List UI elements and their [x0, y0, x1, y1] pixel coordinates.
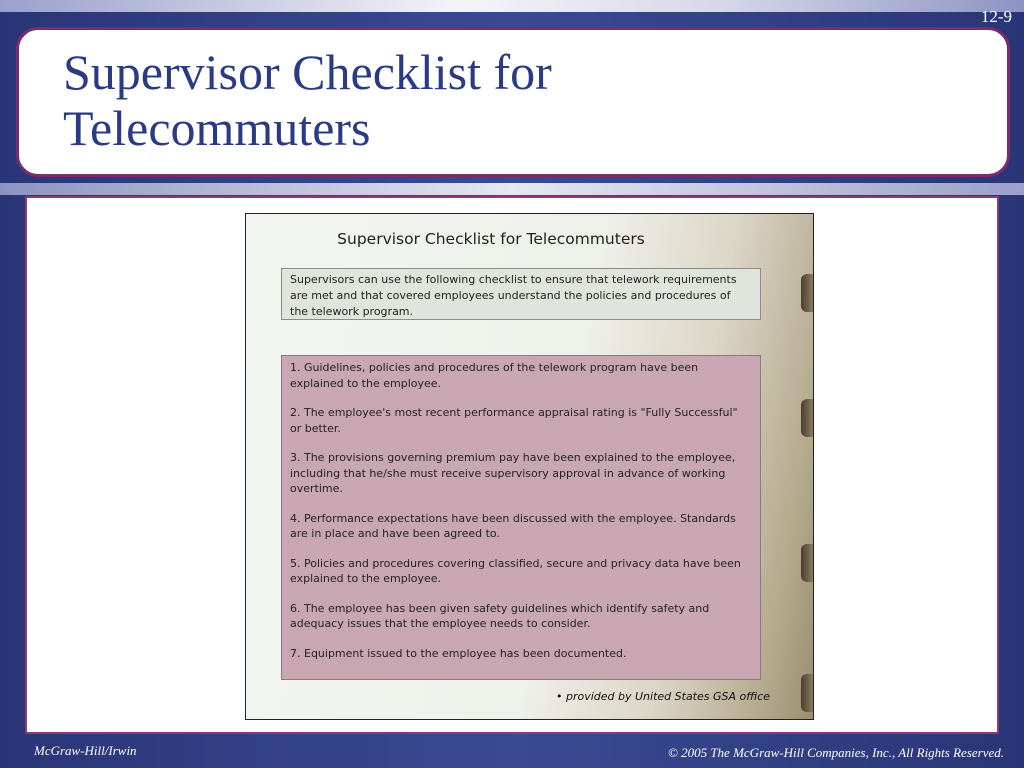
checklist-item: 2. The employee's most recent performance appraisal rating is "Fully Successful" or better. [290, 406, 738, 435]
checklist-item: 1. Guidelines, policies and procedures of the telework program have been explained to the employee. [290, 361, 699, 390]
checklist-item: 7. Equipment issued to the employee has been documented. [290, 646, 627, 660]
checklist-item: 3. The provisions governing premium pay have been explained to the employee, including that he/she must receive supervisory approval in advance of working overtime. [290, 451, 736, 495]
middle-stripe [0, 183, 1024, 195]
intro-box [281, 268, 761, 320]
checklist-item: 4. Performance expectations have been discussed with the employee. Standards are in place and have been agreed to. [290, 511, 736, 540]
slide-title [63, 44, 552, 156]
binder-tab [801, 544, 813, 582]
top-stripe [0, 0, 1024, 12]
slide-title-line-2: Telecommuters [63, 100, 371, 156]
footer-publisher: McGraw-Hill/Irwin [34, 743, 137, 758]
binder-tab [801, 399, 813, 437]
checklist-box [281, 355, 761, 680]
binder-tab [801, 274, 813, 312]
binder-tab [801, 674, 813, 712]
page-number: 12-9 [980, 7, 1012, 26]
checklist-document-image [245, 213, 814, 720]
document-title: Supervisor Checklist for Telecommuters [337, 230, 645, 248]
footer-copyright: © 2005 The McGraw-Hill Companies, Inc., All Rights Reserved. [667, 745, 1004, 760]
intro-text: Supervisors can use the following checklist to ensure that telework requirements are met and that covered employees understand the policies and procedures of the telework program. [290, 273, 737, 318]
title-box [16, 27, 1010, 177]
source-note: • provided by United States GSA office [556, 690, 771, 703]
checklist-item: 5. Policies and procedures covering classified, secure and privacy data have been explained to the employee. [290, 556, 741, 585]
checklist-item: 6. The employee has been given safety guidelines which identify safety and adequacy issues that the employee needs to consider. [290, 601, 710, 630]
slide-title-line-1: Supervisor Checklist for [63, 44, 552, 100]
